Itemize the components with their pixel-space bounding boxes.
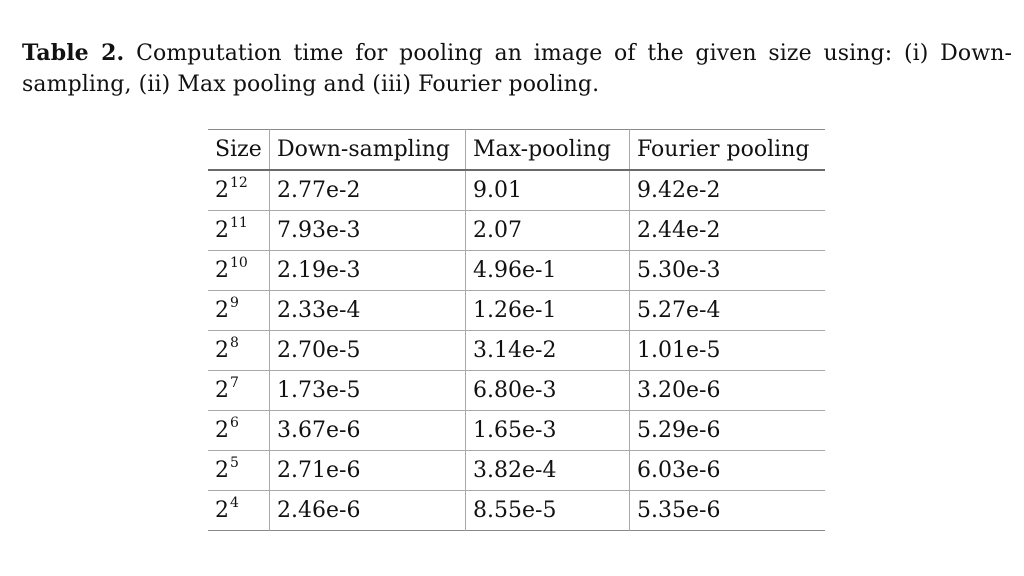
down-sampling-cell: 2.19e-3	[270, 251, 466, 291]
size-exponent: 6	[230, 415, 239, 431]
size-cell	[208, 451, 270, 491]
table-row	[208, 451, 825, 491]
max-pooling-cell: 4.96e-1	[466, 251, 630, 291]
size-exponent: 5	[230, 455, 239, 471]
table-row	[208, 291, 825, 331]
size-cell	[208, 170, 270, 211]
fourier-pooling-cell: 6.03e-6	[630, 451, 826, 491]
max-pooling-cell: 8.55e-5	[466, 491, 630, 531]
size-exponent: 11	[230, 215, 248, 231]
size-cell	[208, 251, 270, 291]
down-sampling-cell: 3.67e-6	[270, 411, 466, 451]
fourier-pooling-cell: 5.29e-6	[630, 411, 826, 451]
down-sampling-cell: 1.73e-5	[270, 371, 466, 411]
max-pooling-cell: 9.01	[466, 170, 630, 211]
down-sampling-cell: 2.77e-2	[270, 170, 466, 211]
caption-text: Computation time for pooling an image of the given size using: (i) Down-sampling, (ii) Max pooling and (iii) Fourier pooling.	[22, 41, 1012, 97]
fourier-pooling-cell: 9.42e-2	[630, 170, 826, 211]
size-base: 2	[215, 258, 229, 283]
size-base: 2	[215, 458, 229, 483]
fourier-pooling-cell: 5.27e-4	[630, 291, 826, 331]
size-cell	[208, 491, 270, 531]
size-base: 2	[215, 298, 229, 323]
fourier-pooling-cell: 1.01e-5	[630, 331, 826, 371]
table-row	[208, 491, 825, 531]
size-base: 2	[215, 418, 229, 443]
size-cell	[208, 371, 270, 411]
size-base: 2	[215, 178, 229, 203]
size-cell	[208, 411, 270, 451]
fourier-pooling-cell: 3.20e-6	[630, 371, 826, 411]
header-down-sampling: Down-sampling	[270, 130, 466, 171]
size-base: 2	[215, 498, 229, 523]
max-pooling-cell: 3.82e-4	[466, 451, 630, 491]
down-sampling-cell: 7.93e-3	[270, 211, 466, 251]
size-exponent: 10	[230, 255, 248, 271]
table-row	[208, 411, 825, 451]
size-base: 2	[215, 378, 229, 403]
fourier-pooling-cell: 5.30e-3	[630, 251, 826, 291]
table-row	[208, 170, 825, 211]
size-cell	[208, 291, 270, 331]
size-exponent: 8	[230, 335, 239, 351]
table-row	[208, 211, 825, 251]
down-sampling-cell: 2.70e-5	[270, 331, 466, 371]
header-size: Size	[215, 137, 262, 162]
size-cell	[208, 211, 270, 251]
size-cell	[208, 331, 270, 371]
size-exponent: 12	[230, 175, 248, 191]
size-exponent: 7	[230, 375, 239, 391]
table-row	[208, 251, 825, 291]
table-header-row	[208, 130, 825, 171]
header-max-pooling: Max-pooling	[466, 130, 630, 171]
max-pooling-cell: 1.65e-3	[466, 411, 630, 451]
max-pooling-cell: 3.14e-2	[466, 331, 630, 371]
fourier-pooling-cell: 5.35e-6	[630, 491, 826, 531]
table-row	[208, 331, 825, 371]
size-exponent: 4	[230, 495, 239, 511]
table-caption	[22, 38, 1012, 100]
caption-label: Table 2.	[22, 40, 125, 66]
max-pooling-cell: 1.26e-1	[466, 291, 630, 331]
fourier-pooling-cell: 2.44e-2	[630, 211, 826, 251]
max-pooling-cell: 2.07	[466, 211, 630, 251]
computation-time-table	[208, 129, 825, 531]
size-base: 2	[215, 218, 229, 243]
header-fourier-pooling: Fourier pooling	[630, 130, 826, 171]
down-sampling-cell: 2.33e-4	[270, 291, 466, 331]
size-exponent: 9	[230, 295, 239, 311]
down-sampling-cell: 2.46e-6	[270, 491, 466, 531]
down-sampling-cell: 2.71e-6	[270, 451, 466, 491]
size-base: 2	[215, 338, 229, 363]
max-pooling-cell: 6.80e-3	[466, 371, 630, 411]
table-row	[208, 371, 825, 411]
